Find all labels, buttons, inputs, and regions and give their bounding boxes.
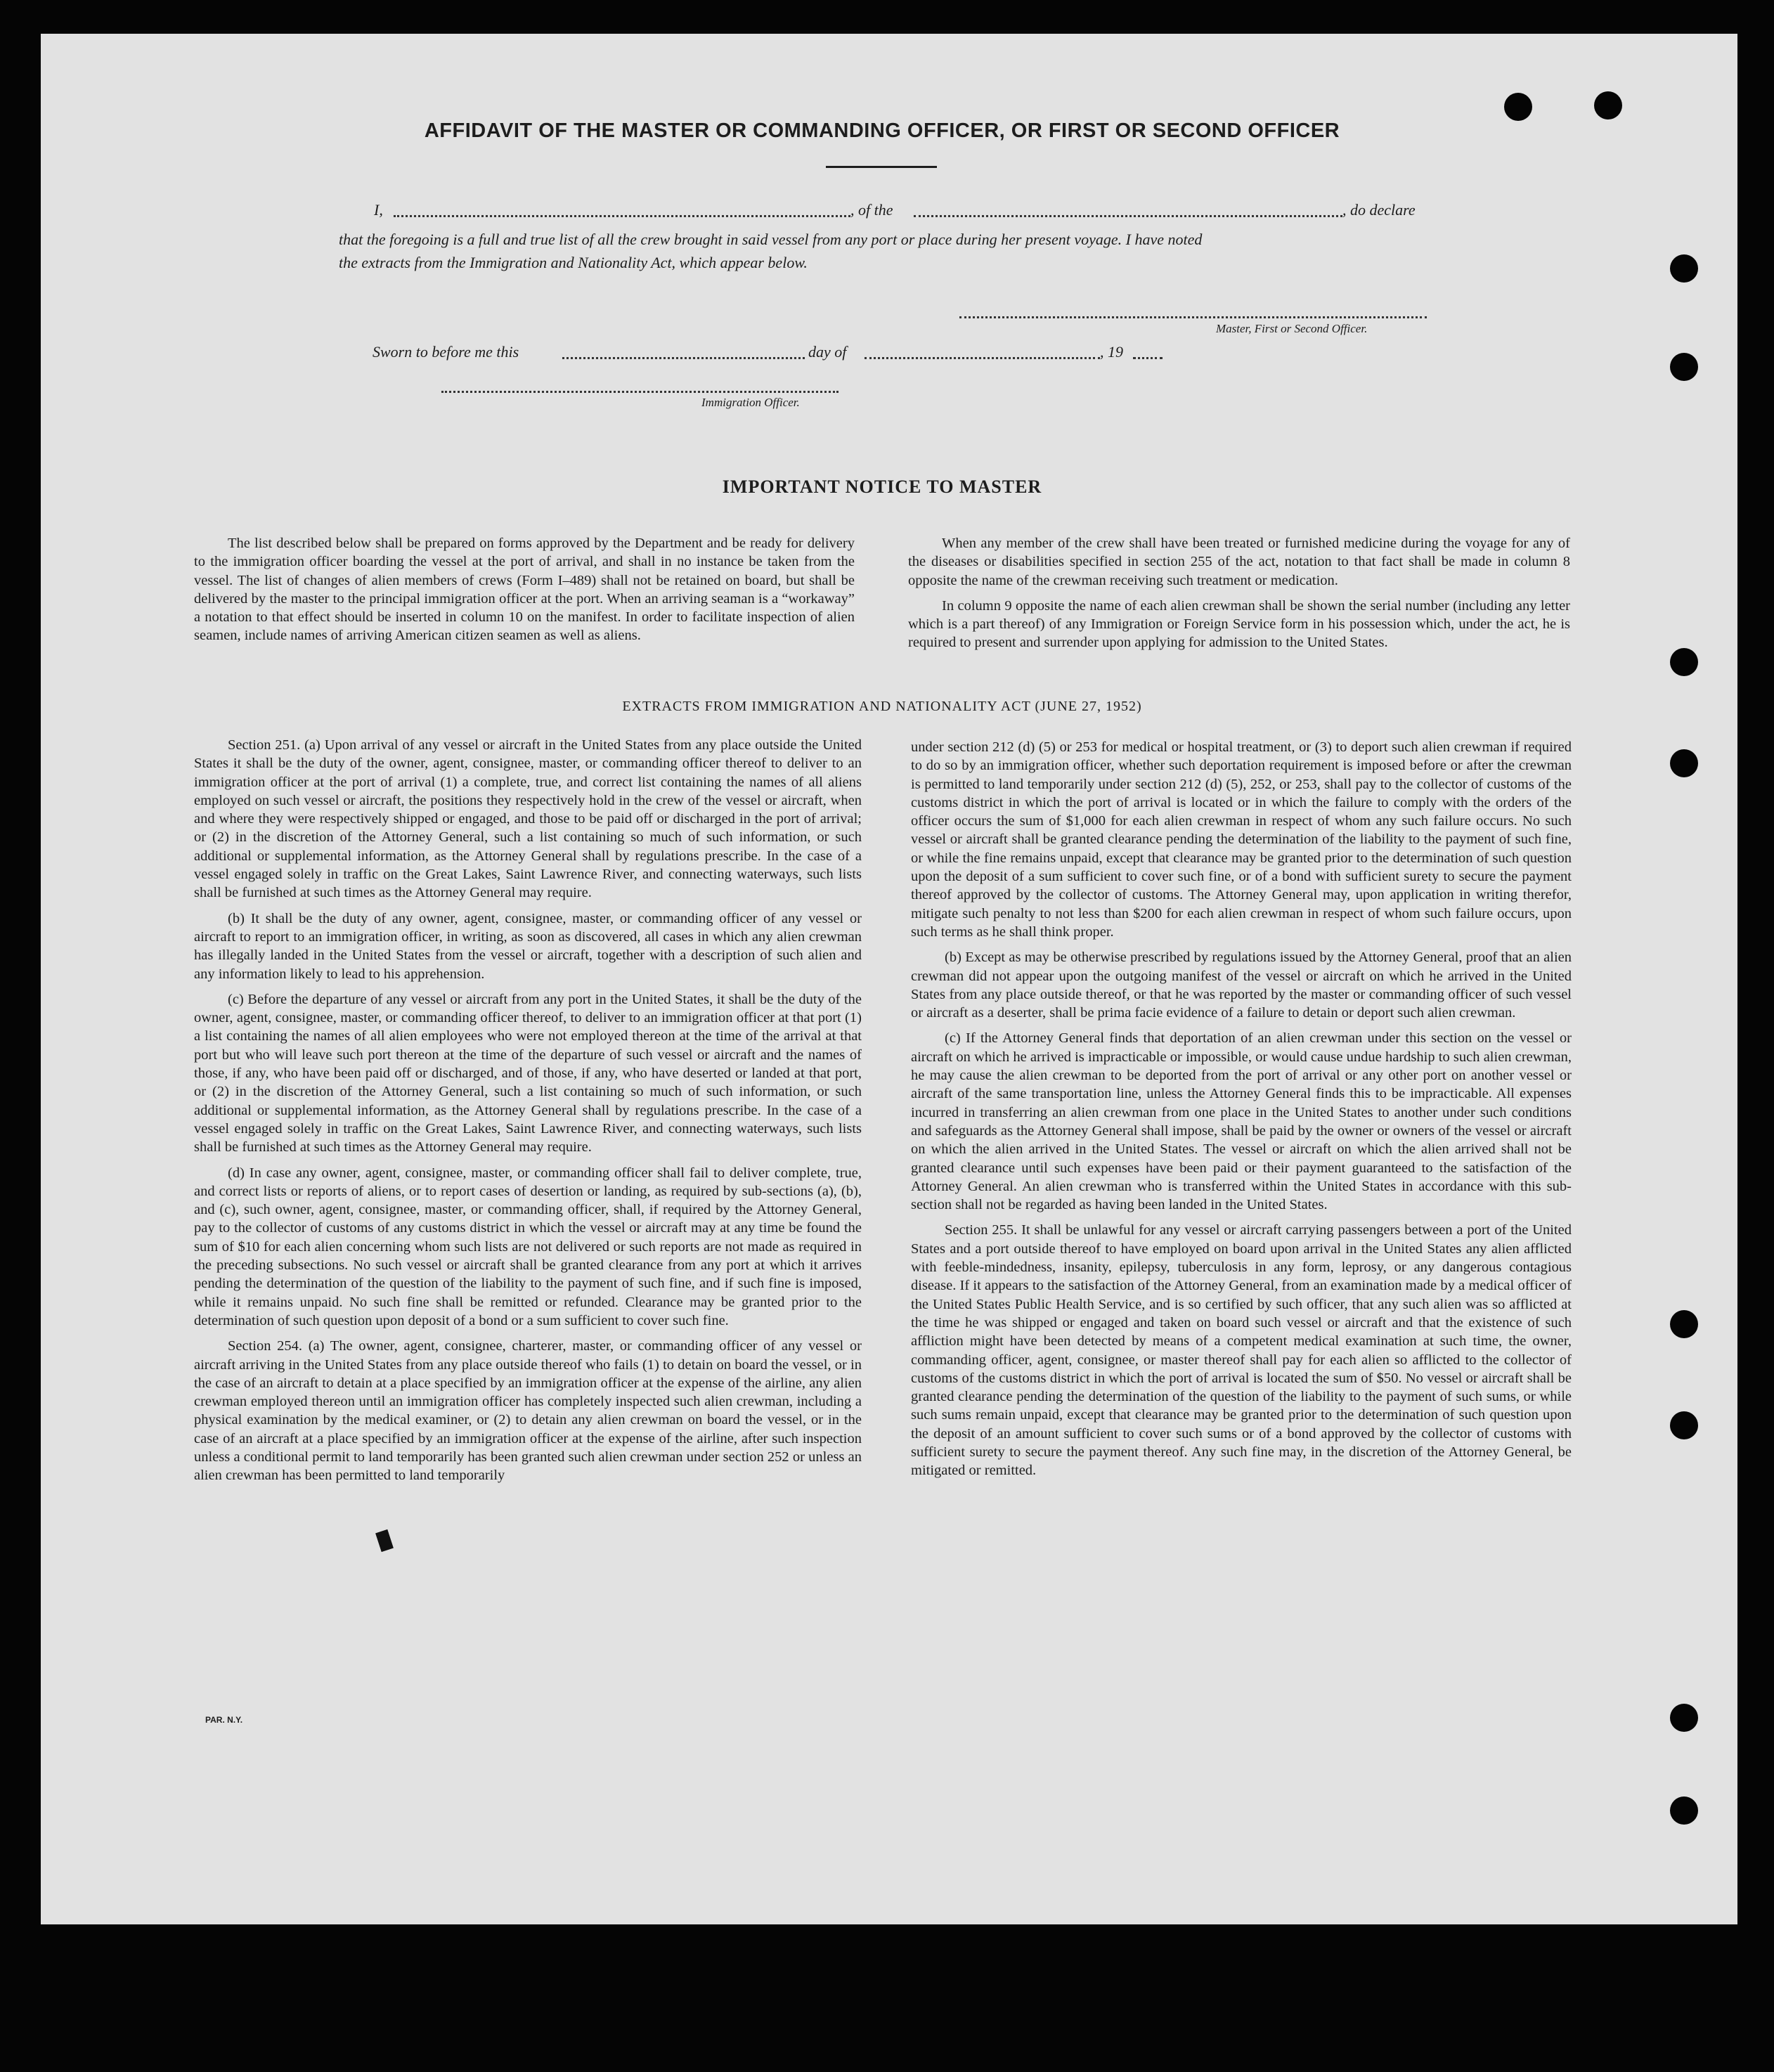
vessel-field[interactable] <box>914 215 1342 217</box>
extract-paragraph: Section 254. (a) The owner, agent, consignee, charterer, master, or commanding officer of any vessel or aircraft arriving in the United States from any place outside thereof who fails (1) to detain on board the vessel, or in the case of an aircraft to detain at a place specified by an immigration officer at the expense of the airline, any alien crewman employed thereon until an immigration officer has completely inspected such alien crewman, including a physical examination by the medical examiner, or (2) to detain any alien crewman on board the vessel, or in the case of an aircraft at a place specified by an immigration officer at the expense of the airline, after such inspection unless a conditional permit to land temporarily has been granted such alien crewman under section 252 or unless an alien crewman has been permitted to land temporarily <box>194 1338 862 1484</box>
notice-paragraph: The list described below shall be prepared on forms approved by the Department and be ready for delivery to the immigration officer boarding the vessel at the port of arrival, and shall in no instance be taken from the vessel. The list of changes of alien members of crews (Form I–489) shall not be retained on board, but shall be delivered by the master to the principal immigration officer at the port. When an arriving seaman is a “workaway” a notation to that effect should be inserted in column 10 on the manifest. In order to facilitate inspection of alien seamen, include names of arriving American citizen seamen as well as aliens. <box>194 536 855 644</box>
notice-paragraph: In column 9 opposite the name of each alien crewman shall be shown the serial number (including any letter which is a part thereof) of any Immigration or Foreign Service form in his possession which, under the act, he is required to present and surrender upon applying for admission to the United States. <box>908 597 1570 651</box>
notice-right-column <box>908 534 1570 659</box>
punch-hole <box>1504 93 1532 121</box>
extract-paragraph: (c) If the Attorney General finds that deportation of an alien crewman under this section on the vessel or aircraft on which he arrived is impracticable or impossible, or would cause undue hardship to such alien crewman, he may cause the alien crewman to be deported from the port of arrival or any other port on another vessel or aircraft of the same transportation line, unless the Attorney General finds this to be impracticable. All expenses incurred in transferring an alien crewman from one place in the United States to another under such conditions and safeguards as the Attorney General shall impose, shall be paid by the owner or owners of the vessel or aircraft on which the alien arrived in the United States. The vessel or aircraft on which the alien arrived shall not be granted clearance until such expenses have been paid or their payment guaranteed to the satisfaction of the Attorney General. An alien crewman who is transferred within the United States in accordance with this sub-section shall not be regarded as having been landed in the United States. <box>911 1030 1572 1213</box>
extract-paragraph: Section 255. It shall be unlawful for any vessel or aircraft carrying passengers between a port of the United States and a port outside thereof to have employed on board upon arrival in the United States any alien afflicted with feeble-mindedness, insanity, epilepsy, tuberculosis in any form, leprosy, or any dangerous contagious disease. If it appears to the satisfaction of the Attorney General, from an examination made by a medical officer of the United States Public Health Service, and is so certified by such officer, that any such alien was so afflicted at the time he was shipped or engaged and taken on board such vessel or aircraft and that the existence of such affliction might have been detected by means of a competent medical examination at such time, the owner, commanding officer, agent, consignee, or master thereof shall pay for each alien so afflicted to the collector of customs of the customs district in which the port of arrival is located the sum of $50. No vessel or aircraft shall be granted clearance pending the determination of the question of the liability to the payment of such sums, or while such sums remain unpaid, except that clearance may be granted prior to the determination of such question upon the deposit of an amount sufficient to cover such sums or of a bond approved by the collector of customs with sufficient surety to secure the payment thereof. Any such fine may, in the discretion of the Attorney General, be mitigated or remitted. <box>911 1222 1572 1479</box>
master-signature-label: Master, First or Second Officer. <box>1216 322 1368 335</box>
title-underline <box>826 166 937 168</box>
punch-hole <box>1594 91 1622 119</box>
punch-hole <box>1670 1704 1698 1732</box>
declaration-line-2: that the foregoing is a full and true list of all the crew brought in said vessel from any port or place during her present voyage. I have noted <box>339 231 1203 248</box>
important-notice-heading: IMPORTANT NOTICE TO MASTER <box>722 477 1042 497</box>
extracts-heading: EXTRACTS FROM IMMIGRATION AND NATIONALITY ACT (JUNE 27, 1952) <box>622 699 1142 714</box>
extract-paragraph: (c) Before the departure of any vessel or aircraft from any port in the United States, it shall be the duty of the owner, agent, consignee, master, or commanding officer thereof, to deliver to an immigration officer at that port (1) a list containing the names of all alien employees who were not employed thereon at the time of the arrival at that port but who will leave such port thereon at the time of the departure of such vessel or aircraft and the names of those, if any, who have been paid off or discharged, and of those, if any, who have deserted or landed at that port, or (2) in the discretion of the Attorney General, such a list containing so much of such information, or such additional or supplemental information, as the Attorney General shall by regulations prescribe. In the case of a vessel engaged solely in traffic on the Great Lakes, Saint Lawrence River, and connecting waterways, such lists shall be furnished at such times as the Attorney General may require. <box>194 991 862 1155</box>
immigration-officer-label: Immigration Officer. <box>701 396 800 409</box>
affidavit-title: AFFIDAVIT OF THE MASTER OR COMMANDING OFFICER, OR FIRST OR SECOND OFFICER <box>424 119 1340 142</box>
declaration-of-the-label: , of the <box>850 201 893 219</box>
sworn-year-label: , 19 <box>1100 343 1123 361</box>
punch-hole <box>1670 749 1698 777</box>
sworn-day-field[interactable] <box>562 357 805 359</box>
extract-paragraph: (b) Except as may be otherwise prescribed by regulations issued by the Attorney General, proof that an alien crewman did not appear upon the outgoing manifest of the vessel or aircraft on which he arrived in the United States from any place outside thereof, or that he was reported by the master or commanding officer of such vessel or aircraft as a deserter, shall be prima facie evidence of a failure to detain or deport such alien crewman. <box>911 950 1572 1021</box>
punch-hole <box>1670 1796 1698 1825</box>
extracts-left-column <box>194 736 862 1492</box>
punch-hole <box>1670 353 1698 381</box>
sworn-day-of-label: day of <box>808 343 847 361</box>
sworn-prefix-label: Sworn to before me this <box>373 343 519 361</box>
extract-paragraph: Section 251. (a) Upon arrival of any vessel or aircraft in the United States from any place outside the United States it shall be the duty of the owner, agent, consignee, master, or commanding officer thereof to deliver to an immigration officer at the port of arrival (1) a complete, true, and correct list containing the names of all aliens employed on such vessel or aircraft, the positions they respectively hold in the crew of the vessel or aircraft, when and where they were respectively shipped or engaged, and those to be paid off or discharged in the port of arrival; or (2) in the discretion of the Attorney General, such a list containing so much of such information, or such additional or supplemental information, as the Attorney General shall by regulations prescribe. In the case of a vessel engaged solely in traffic on the Great Lakes, Saint Lawrence River, and connecting waterways, such lists shall be furnished at such times as the Attorney General may require. <box>194 737 862 901</box>
master-signature-field[interactable] <box>959 316 1427 318</box>
punch-hole <box>1670 254 1698 283</box>
extract-paragraph: (d) In case any owner, agent, consignee, master, or commanding officer shall fail to deliver complete, true, and correct lists or reports of aliens, or to report cases of desertion or landing, as required by sub-sections (a), (b), and (c), such owner, agent, consignee, master, or commanding officer, shall, if required by the Attorney General, pay to the collector of customs of any customs district in which the vessel or aircraft may at any time be found the sum of $10 for each alien concerning whom such lists are not delivered or such reports are not made as required in the preceding subsections. No such vessel or aircraft shall be granted clearance from any port at which it arrives pending the determination of the question of the liability to the payment of such fine, and if such fine is imposed, while it remains unpaid. No such fine shall be remitted or refunded. Clearance may be granted prior to the determination of such question upon deposit of a bond or a sum sufficient to cover such fine. <box>194 1165 862 1328</box>
extract-paragraph: (b) It shall be the duty of any owner, agent, consignee, master, or commanding officer of any vessel or aircraft to report to an immigration officer, in writing, as soon as discovered, all cases in which any alien crewman has illegally landed in the United States from the vessel or aircraft, together with a description of such alien and any information likely to lead to his apprehension. <box>194 910 862 982</box>
punch-hole <box>1670 1310 1698 1338</box>
extract-paragraph: under section 212 (d) (5) or 253 for medical or hospital treatment, or (3) to deport such alien crewman if required to do so by an immigration officer, whether such deportation requirement is imposed before or after the crewman is permitted to land temporarily under section 212 (d) (5), 252, or 253, shall pay to the collector of customs of the customs district in which the port of arrival is located or in which the failure to comply with the orders of the officer occurs the sum of $1,000 for each alien crewman in respect of whom any such failure occurs. No such vessel or aircraft shall be granted clearance pending the determination of the liability to the payment of such fine, or while the fine remains unpaid, except that clearance may be granted prior to the determination of such question upon the deposit of a sum sufficient to cover such fine, or of a bond with sufficient surety to secure the payment thereof approved by the collector of customs. The Attorney General may, upon application in writing therefor, mitigate such penalty to not less than $200 for each alien crewman in respect of whom such failure occurs, upon such terms as he shall think proper. <box>911 739 1572 940</box>
immigration-officer-signature-field[interactable] <box>441 391 839 393</box>
sworn-year-field[interactable] <box>1133 357 1163 359</box>
printer-mark: PAR. N.Y. <box>205 1715 243 1725</box>
notice-left-column <box>194 534 855 652</box>
name-field[interactable] <box>394 215 850 217</box>
notice-paragraph: When any member of the crew shall have been treated or furnished medicine during the voyage for any of the diseases or disabilities specified in section 255 of the act, notation to that fact shall be made in column 8 opposite the name of the crewman receiving such treatment or medication. <box>908 536 1570 588</box>
declaration-line-3: the extracts from the Immigration and Nationality Act, which appear below. <box>339 254 808 271</box>
sworn-month-field[interactable] <box>865 357 1100 359</box>
punch-hole <box>1670 1411 1698 1439</box>
declaration-do-declare-label: , do declare <box>1342 201 1416 219</box>
declaration-i-label: I, <box>374 201 383 219</box>
punch-hole <box>1670 648 1698 676</box>
extracts-right-column <box>911 738 1572 1487</box>
